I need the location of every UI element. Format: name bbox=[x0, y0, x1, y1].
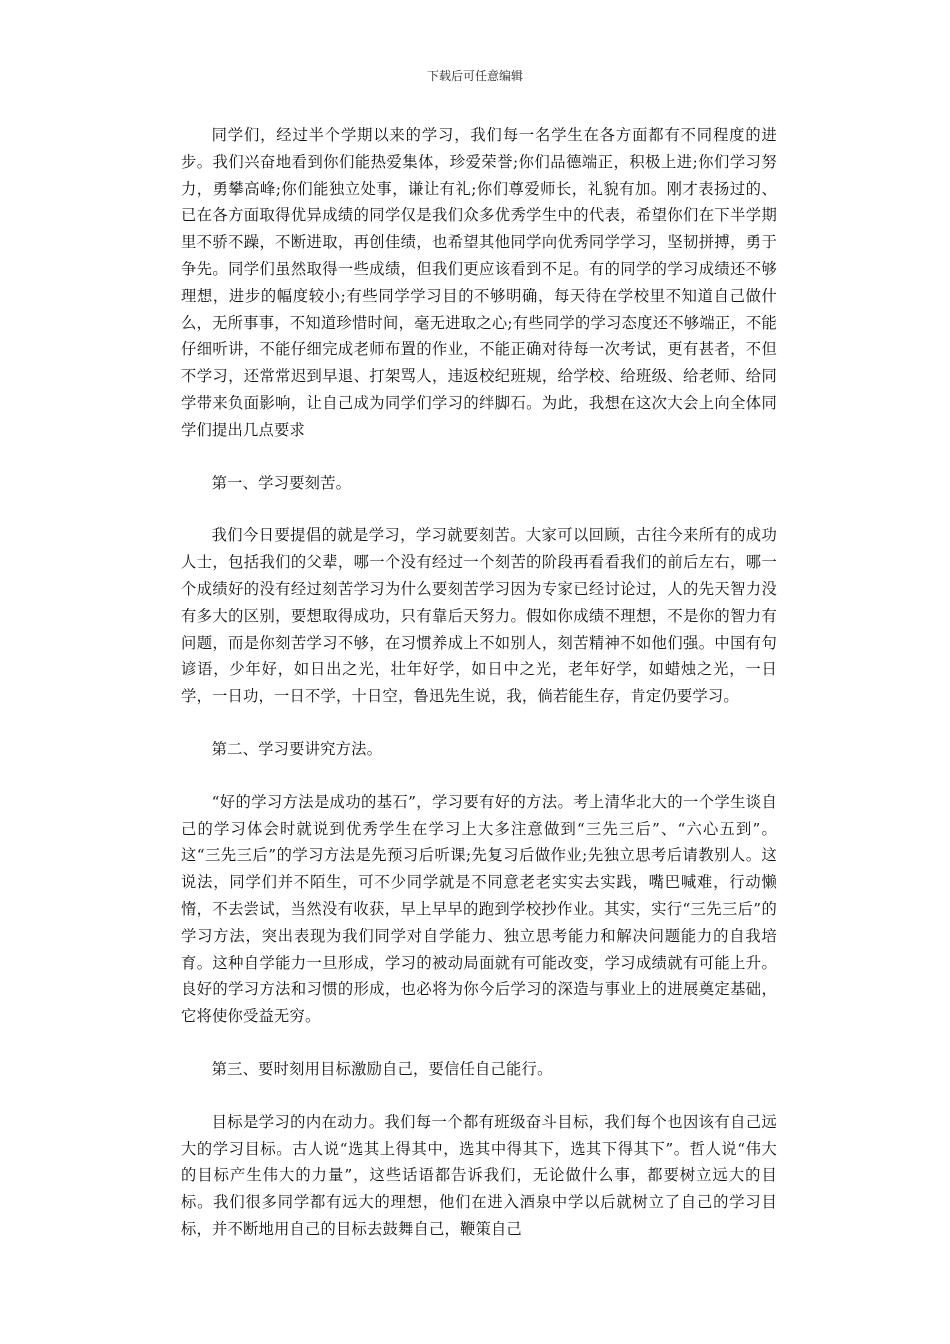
page-header: 下载后可任意编辑 bbox=[426, 69, 523, 83]
paragraph-gap bbox=[181, 444, 777, 470]
section-heading-2: 第二、学习要讲究方法。 bbox=[211, 739, 383, 758]
paragraph-gap bbox=[181, 496, 777, 522]
section-heading-3: 第三、要时刻用目标激励自己，要信任自己能行。 bbox=[211, 1059, 553, 1078]
paragraph-gap bbox=[181, 710, 777, 736]
paragraph-gap bbox=[181, 1030, 777, 1056]
paragraph-section-2: “好的学习方法是成功的基石”，学习要有好的方法。考上清华北大的一个学生谈自己的学习体会时就说到优秀学生在学习上大多注意做到“三先三后”、“六心五到”。这“三先三后”的学习方法是先预习后听课;先复习后做作业;先独立思考后请教别人。这说法，同学们并不陌生，可不少同学就是不同意老老实实去实践，嘴巴喊难，行动懒惰，不去尝试，当然没有收获，早上早早的跑到学校抄作业。其实，实行“三先三后”的学习方法，突出表现为我们同学对自学能力、独立思考能力和解决问题能力的自我培育。这种自学能力一旦形成，学习的被动局面就有可能改变，学习成绩就有可能上升。良好的学习方法和习惯的形成，也必将为你今后学习的深造与事业上的进展奠定基础，它将使你受益无穷。 bbox=[181, 792, 777, 1026]
paragraph-section-3: 目标是学习的内在动力。我们每一个都有班级奋斗目标，我们每个也因该有自己远大的学习目标。古人说“选其上得其中，选其中得其下，选其下得其下”。哲人说“伟大的目标产生伟大的力量”，这些话语都告诉我们，无论做什么事，都要树立远大的目标。我们很多同学都有远大的理想，他们在进入酒泉中学以后就树立了自己的学习目标，并不断地用自己的目标去鼓舞自己，鞭策自己 bbox=[181, 1112, 777, 1238]
paragraph-gap bbox=[181, 1083, 777, 1109]
paragraph-section-1: 我们今日要提倡的就是学习，学习就要刻苦。大家可以回顾，古往今来所有的成功人士，包括我们的父辈，哪一个没有经过一个刻苦的阶段再看看我们的前后左右，哪一个成绩好的没有经过刻苦学习为什么要刻苦学习因为专家已经讨论过，人的先天智力没有多大的区别，要想取得成功，只有靠后天努力。假如你成绩不理想，不是你的智力有问题，而是你刻苦学习不够，在习惯养成上不如别人，刻苦精神不如他们强。中国有句谚语，少年好，如日出之光，壮年好学，如日中之光，老年好学，如蜡烛之光，一日学，一日功，一日不学，十日空，鲁迅先生说，我，倘若能生存，肯定仍要学习。 bbox=[181, 526, 777, 706]
paragraph-gap bbox=[181, 763, 777, 789]
paragraph-intro: 同学们，经过半个学期以来的学习，我们每一名学生在各方面都有不同程度的进步。我们兴奋地看到你们能热爱集体，珍爱荣誉;你们品德端正，积极上进;你们学习努力，勇攀高峰;你们能独立处事，谦让有礼;你们尊爱师长，礼貌有加。刚才表扬过的、已在各方面取得优异成绩的同学仅是我们众多优秀学生中的代表，希望你们在下半学期里不骄不躁，不断进取，再创佳绩，也希望其他同学向优秀同学学习，坚韧拼搏，勇于争先。同学们虽然取得一些成绩，但我们更应该看到不足。有的同学的学习成绩还不够理想，进步的幅度较小;有些同学学习目的不够明确，每天待在学校里不知道自己做什么，无所事事，不知道珍惜时间，毫无进取之心;有些同学的学习态度还不够端正，不能仔细听讲，不能仔细完成老师布置的作业，不能正确对待每一次考试，更有甚者，不但不学习，还常常迟到早退、打架骂人，违返校纪班规，给学校、给班级、给老师、给同学带来负面影响，让自己成为同学们学习的绊脚石。为此，我想在这次大会上向全体同学们提出几点要求 bbox=[181, 126, 777, 439]
section-heading-1: 第一、学习要刻苦。 bbox=[211, 473, 352, 492]
document-body bbox=[181, 122, 777, 1243]
